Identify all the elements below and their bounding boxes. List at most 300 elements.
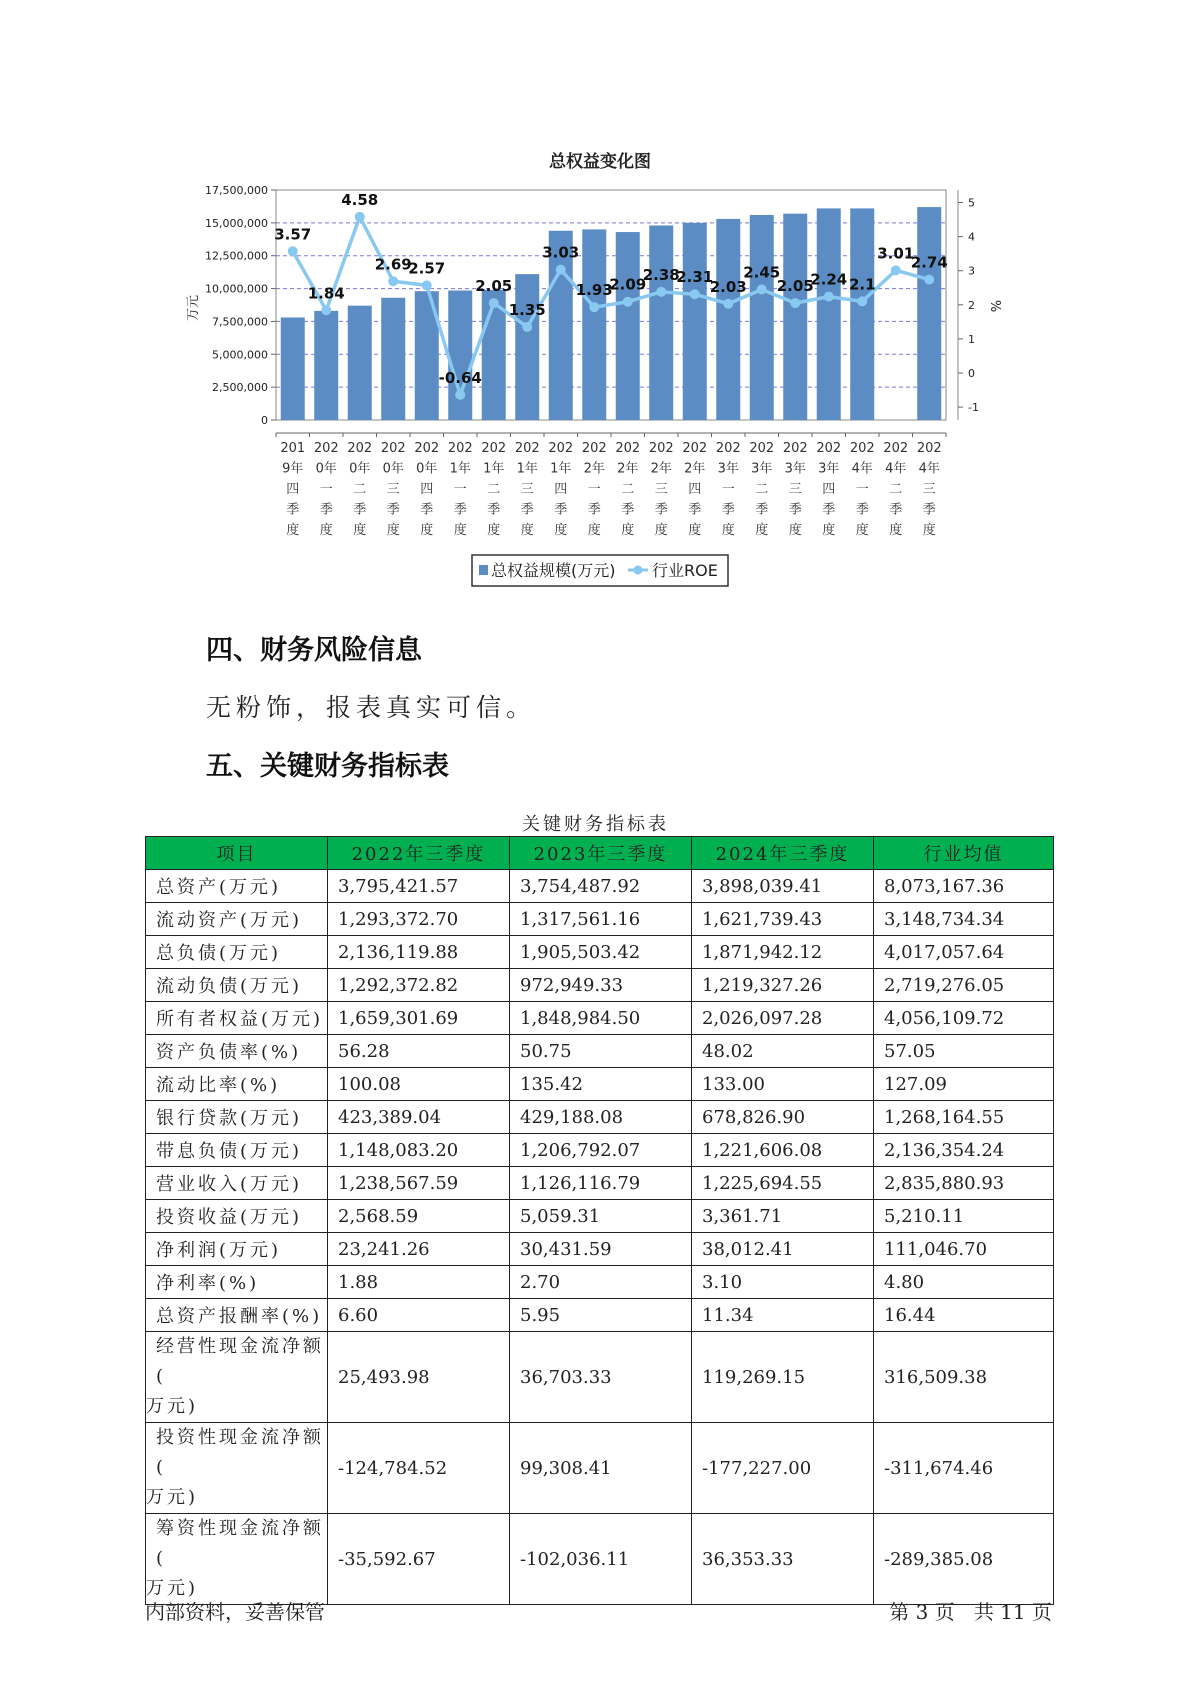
row-label: 流动比率(%) [146, 1068, 328, 1101]
roe-point [824, 292, 834, 302]
chart-title: 总权益变化图 [549, 152, 651, 172]
category-label: 3年 [717, 461, 739, 477]
category-label: 202 [648, 441, 674, 456]
equity-bar [582, 229, 606, 420]
row-value: 1,871,942.12 [692, 936, 874, 969]
row-label: 营业收入(万元) [146, 1167, 328, 1200]
row-value: 3.10 [692, 1266, 874, 1299]
category-label: 季 [922, 502, 936, 518]
roe-point [422, 280, 432, 290]
category-label: 四 [554, 482, 568, 497]
row-value: 38,012.41 [692, 1233, 874, 1266]
roe-data-label: 1.93 [575, 281, 613, 300]
row-label: 总负债(万元) [146, 936, 328, 969]
row-value: 429,188.08 [510, 1101, 692, 1134]
category-label: 季 [420, 502, 434, 518]
row-value: 3,148,734.34 [874, 903, 1054, 936]
row-value: 23,241.26 [328, 1233, 510, 1266]
row-value: 1,292,372.82 [328, 969, 510, 1002]
row-value: 6.60 [328, 1299, 510, 1332]
row-value: 1,148,083.20 [328, 1134, 510, 1167]
table-row [146, 1266, 1054, 1299]
table-row [146, 1134, 1054, 1167]
category-label: 度 [286, 523, 300, 538]
category-label: 季 [386, 502, 400, 518]
equity-bar [515, 274, 539, 420]
row-value: 2.70 [510, 1266, 692, 1299]
row-label: 流动资产(万元) [146, 903, 328, 936]
category-label: 季 [520, 502, 534, 518]
row-value: 1,268,164.55 [874, 1101, 1054, 1134]
category-label: 202 [883, 441, 909, 456]
row-label [146, 1423, 328, 1514]
equity-bar [448, 291, 472, 420]
right-tick-label: 3 [968, 264, 975, 278]
row-value: -35,592.67 [328, 1514, 510, 1605]
left-tick-label: 2,500,000 [212, 381, 268, 395]
header-2023q3: 2023年三季度 [510, 837, 692, 870]
row-label: 流动负债(万元) [146, 969, 328, 1002]
row-value: 1,905,503.42 [510, 936, 692, 969]
roe-point [623, 297, 633, 307]
key-financial-table [145, 836, 1054, 1605]
category-label: 季 [453, 502, 467, 518]
roe-point [388, 276, 398, 286]
category-label: 4年 [918, 461, 940, 477]
category-label: 0年 [349, 461, 371, 477]
equity-bar [783, 214, 807, 420]
table-row [146, 870, 1054, 903]
category-label: 度 [554, 523, 568, 538]
left-tick-label: 10,000,000 [205, 282, 268, 296]
row-value: 1,206,792.07 [510, 1134, 692, 1167]
row-value: 1,219,327.26 [692, 969, 874, 1002]
row-value: 1,848,984.50 [510, 1002, 692, 1035]
row-value: 99,308.41 [510, 1423, 692, 1514]
category-label: 202 [380, 441, 406, 456]
row-value: 2,568.59 [328, 1200, 510, 1233]
roe-data-label: 3.03 [542, 243, 580, 262]
category-label: 202 [715, 441, 741, 456]
roe-point [723, 299, 733, 309]
category-label: 度 [654, 523, 668, 538]
roe-data-label: 3.57 [274, 225, 312, 244]
row-label: 资产负债率(%) [146, 1035, 328, 1068]
table-row [146, 1299, 1054, 1332]
table-header-row [146, 837, 1054, 870]
category-label: 3年 [818, 461, 840, 477]
category-label: 202 [916, 441, 942, 456]
row-value: 1.88 [328, 1266, 510, 1299]
table-row [146, 936, 1054, 969]
left-tick-label: 5,000,000 [212, 348, 268, 362]
category-label: 1年 [550, 461, 572, 477]
left-tick-label: 0 [261, 414, 268, 427]
row-value: 1,293,372.70 [328, 903, 510, 936]
category-label: 0年 [416, 461, 438, 477]
right-tick-label: 1 [968, 332, 975, 346]
row-value: 4,017,057.64 [874, 936, 1054, 969]
row-value: 3,754,487.92 [510, 870, 692, 903]
category-label: 季 [855, 502, 869, 518]
category-label: 季 [788, 502, 802, 518]
roe-point [857, 296, 867, 306]
table-row [146, 1002, 1054, 1035]
category-label: 季 [554, 502, 568, 518]
left-tick-label: 7,500,000 [212, 315, 268, 329]
row-value: 111,046.70 [874, 1233, 1054, 1266]
category-label: 9年 [282, 461, 304, 477]
roe-point [757, 284, 767, 294]
table-row [146, 1035, 1054, 1068]
category-label: 度 [420, 523, 434, 538]
table-row [146, 1332, 1054, 1423]
category-label: 度 [889, 523, 903, 538]
category-label: 二 [487, 482, 501, 497]
row-label: 所有者权益(万元) [146, 1002, 328, 1035]
category-label: 度 [587, 523, 601, 538]
category-label: 度 [855, 523, 869, 538]
equity-bar [381, 298, 405, 420]
legend-bar-label: 总权益规模(万元) [491, 561, 616, 580]
row-value: 133.00 [692, 1068, 874, 1101]
row-value: 4,056,109.72 [874, 1002, 1054, 1035]
roe-data-label: 2.05 [475, 277, 513, 296]
category-label: 度 [353, 523, 367, 538]
category-label: 度 [922, 523, 936, 538]
row-value: -289,385.08 [874, 1514, 1054, 1605]
row-value: -102,036.11 [510, 1514, 692, 1605]
roe-data-label: 2.57 [408, 259, 446, 278]
row-value: 127.09 [874, 1068, 1054, 1101]
row-label-line2: 万元) [146, 1396, 199, 1417]
row-value: 16.44 [874, 1299, 1054, 1332]
row-value: 119,269.15 [692, 1332, 874, 1423]
category-label: 202 [849, 441, 875, 456]
row-label: 投资收益(万元) [146, 1200, 328, 1233]
row-value: 135.42 [510, 1068, 692, 1101]
category-label: 度 [721, 523, 735, 538]
row-value: 1,317,561.16 [510, 903, 692, 936]
row-label-line2: 万元) [146, 1578, 199, 1599]
category-label: 季 [487, 502, 501, 518]
roe-point [556, 265, 566, 275]
row-value: 25,493.98 [328, 1332, 510, 1423]
category-label: 三 [788, 482, 802, 497]
table-row [146, 969, 1054, 1002]
category-label: 季 [822, 502, 836, 518]
category-label: 三 [386, 482, 400, 497]
row-label: 净利率(%) [146, 1266, 328, 1299]
row-value: 48.02 [692, 1035, 874, 1068]
row-label-line1: 筹资性现金流净额( [156, 1518, 324, 1569]
table-row [146, 1514, 1054, 1605]
row-value: 2,136,119.88 [328, 936, 510, 969]
roe-point [790, 298, 800, 308]
left-tick-label: 17,500,000 [205, 184, 268, 197]
category-label: 季 [755, 502, 769, 518]
category-label: 202 [615, 441, 641, 456]
equity-bar [716, 219, 740, 420]
header-item: 项目 [146, 837, 328, 870]
category-label: 202 [548, 441, 574, 456]
table-caption: 关键财务指标表 [522, 814, 669, 835]
equity-bar [616, 232, 640, 420]
category-label: 202 [414, 441, 440, 456]
row-value: 50.75 [510, 1035, 692, 1068]
row-label-line1: 投资性现金流净额( [156, 1427, 324, 1478]
equity-bar [917, 207, 941, 420]
row-value: 30,431.59 [510, 1233, 692, 1266]
category-label: 度 [822, 523, 836, 538]
category-label: 度 [755, 523, 769, 538]
roe-data-label: 3.01 [877, 244, 915, 263]
equity-bar [850, 208, 874, 420]
row-value: 56.28 [328, 1035, 510, 1068]
roe-point [355, 212, 365, 222]
row-value: 5,210.11 [874, 1200, 1054, 1233]
category-label: 二 [353, 482, 367, 497]
category-label: 三 [520, 482, 534, 497]
row-value: 1,621,739.43 [692, 903, 874, 936]
table-row [146, 1068, 1054, 1101]
category-label: 季 [654, 502, 668, 518]
row-value: 2,719,276.05 [874, 969, 1054, 1002]
category-label: 二 [755, 482, 769, 497]
x-axis-labels [280, 441, 941, 538]
right-tick-label: 2 [968, 298, 975, 312]
category-label: 一 [319, 482, 333, 497]
roe-data-label: 2.24 [810, 270, 848, 289]
roe-data-label: 2.05 [776, 277, 814, 296]
category-label: 度 [688, 523, 702, 538]
category-label: 二 [889, 482, 903, 497]
roe-point [522, 322, 532, 332]
chart-legend [472, 555, 728, 586]
row-value: 57.05 [874, 1035, 1054, 1068]
header-2024q3: 2024年三季度 [692, 837, 874, 870]
category-label: 三 [654, 482, 668, 497]
footer-confidential: 内部资料，妥善保管 [145, 1600, 325, 1624]
row-value: 11.34 [692, 1299, 874, 1332]
equity-bar [750, 215, 774, 420]
equity-bar [348, 306, 372, 420]
row-value: 3,361.71 [692, 1200, 874, 1233]
right-tick-label: 4 [968, 230, 975, 244]
roe-point [489, 298, 499, 308]
category-label: 1年 [483, 461, 505, 477]
section4-heading: 四、财务风险信息 [206, 635, 422, 666]
category-label: 度 [788, 523, 802, 538]
category-label: 202 [447, 441, 473, 456]
roe-data-label: 2.03 [709, 277, 747, 296]
category-label: 201 [280, 441, 306, 456]
row-value: 1,659,301.69 [328, 1002, 510, 1035]
category-label: 202 [749, 441, 775, 456]
category-label: 季 [889, 502, 903, 518]
row-label: 净利润(万元) [146, 1233, 328, 1266]
category-label: 2年 [684, 461, 706, 477]
row-value: -177,227.00 [692, 1423, 874, 1514]
equity-bar [683, 223, 707, 420]
category-label: 度 [453, 523, 467, 538]
table-row [146, 1101, 1054, 1134]
legend-line-label: 行业ROE [652, 561, 718, 580]
roe-data-label: 2.38 [642, 265, 680, 284]
row-value: 100.08 [328, 1068, 510, 1101]
category-label: 度 [386, 523, 400, 538]
category-label: 季 [621, 502, 635, 518]
equity-bar [281, 317, 305, 420]
row-value: -311,674.46 [874, 1423, 1054, 1514]
roe-data-label: 1.35 [508, 300, 546, 319]
footer-page-number: 第 3 页 共 11 页 [889, 1600, 1052, 1624]
row-label-line1: 经营性现金流净额( [156, 1336, 324, 1387]
equity-bar [817, 208, 841, 420]
table-row [146, 1200, 1054, 1233]
row-value: 2,026,097.28 [692, 1002, 874, 1035]
right-tick-label: 5 [968, 196, 975, 210]
category-label: 季 [286, 502, 300, 518]
table-row [146, 1423, 1054, 1514]
roe-point [690, 289, 700, 299]
category-label: 四 [420, 482, 434, 497]
category-label: 202 [581, 441, 607, 456]
row-value: 2,835,880.93 [874, 1167, 1054, 1200]
category-label: 1年 [516, 461, 538, 477]
category-label: 3年 [784, 461, 806, 477]
category-label: 季 [688, 502, 702, 518]
category-label: 四 [822, 482, 836, 497]
category-label: 度 [319, 523, 333, 538]
roe-point [288, 246, 298, 256]
roe-data-label: 2.74 [910, 253, 948, 272]
category-label: 202 [347, 441, 373, 456]
category-label: 一 [587, 482, 601, 497]
category-label: 3年 [751, 461, 773, 477]
category-label: 202 [313, 441, 339, 456]
right-tick-label: 0 [968, 367, 975, 380]
category-label: 4年 [885, 461, 907, 477]
roe-point [589, 302, 599, 312]
category-label: 4年 [851, 461, 873, 477]
category-label: 202 [682, 441, 708, 456]
row-value: 4.80 [874, 1266, 1054, 1299]
category-label: 202 [481, 441, 507, 456]
section5-heading: 五、关键财务指标表 [206, 751, 449, 782]
legend-line-swatch [634, 566, 643, 575]
row-value: 316,509.38 [874, 1332, 1054, 1423]
category-label: 一 [855, 482, 869, 497]
equity-bar [314, 311, 338, 420]
category-label: 四 [688, 482, 702, 497]
roe-data-label: -0.64 [438, 368, 482, 387]
category-label: 202 [782, 441, 808, 456]
row-label [146, 1514, 328, 1605]
left-tick-label: 12,500,000 [205, 249, 268, 263]
category-label: 0年 [382, 461, 404, 477]
row-label-line2: 万元) [146, 1487, 199, 1508]
row-value: 1,126,116.79 [510, 1167, 692, 1200]
right-axis-label: % [987, 299, 1002, 313]
category-label: 0年 [315, 461, 337, 477]
header-2022q3: 2022年三季度 [328, 837, 510, 870]
category-label: 四 [286, 482, 300, 497]
category-label: 一 [453, 482, 467, 497]
roe-data-label: 4.58 [341, 190, 379, 209]
category-label: 2年 [650, 461, 672, 477]
category-label: 一 [721, 482, 735, 497]
row-value: 972,949.33 [510, 969, 692, 1002]
row-value: 36,353.33 [692, 1514, 874, 1605]
category-label: 二 [621, 482, 635, 497]
row-value: 5,059.31 [510, 1200, 692, 1233]
row-label: 总资产报酬率(%) [146, 1299, 328, 1332]
category-label: 季 [721, 502, 735, 518]
category-label: 202 [816, 441, 842, 456]
category-label: 度 [520, 523, 534, 538]
section4-text: 无粉饰，报表真实可信。 [206, 693, 537, 722]
category-label: 度 [487, 523, 501, 538]
row-label: 银行贷款(万元) [146, 1101, 328, 1134]
roe-point [656, 287, 666, 297]
category-label: 1年 [449, 461, 471, 477]
roe-point [321, 305, 331, 315]
roe-data-label: 2.1 [848, 275, 876, 294]
roe-data-label: 1.84 [307, 284, 345, 303]
table-row [146, 903, 1054, 936]
category-label: 季 [353, 502, 367, 518]
right-tick-label: -1 [968, 401, 979, 415]
legend-bar-swatch [479, 565, 488, 575]
row-value: 423,389.04 [328, 1101, 510, 1134]
category-label: 2年 [617, 461, 639, 477]
left-tick-label: 15,000,000 [205, 216, 268, 230]
row-value: 678,826.90 [692, 1101, 874, 1134]
roe-data-label: 2.69 [374, 255, 412, 274]
row-label [146, 1332, 328, 1423]
row-value: 36,703.33 [510, 1332, 692, 1423]
row-value: 3,898,039.41 [692, 870, 874, 903]
row-value: 1,225,694.55 [692, 1167, 874, 1200]
row-value: 2,136,354.24 [874, 1134, 1054, 1167]
roe-point [924, 275, 934, 285]
row-value: 8,073,167.36 [874, 870, 1054, 903]
left-axis-label: 万元 [186, 294, 201, 322]
roe-data-label: 2.45 [743, 263, 781, 282]
equity-change-chart [0, 0, 1191, 600]
row-value: 1,238,567.59 [328, 1167, 510, 1200]
roe-data-label: 2.09 [609, 275, 647, 294]
roe-point [891, 265, 901, 275]
table-row [146, 1167, 1054, 1200]
category-label: 202 [514, 441, 540, 456]
row-value: 5.95 [510, 1299, 692, 1332]
category-label: 2年 [583, 461, 605, 477]
row-label: 总资产(万元) [146, 870, 328, 903]
equity-bar [649, 225, 673, 420]
category-label: 季 [319, 502, 333, 518]
table-row [146, 1233, 1054, 1266]
header-industry-avg: 行业均值 [874, 837, 1054, 870]
roe-point [455, 390, 465, 400]
row-value: -124,784.52 [328, 1423, 510, 1514]
row-value: 1,221,606.08 [692, 1134, 874, 1167]
row-label: 带息负债(万元) [146, 1134, 328, 1167]
category-label: 度 [621, 523, 635, 538]
category-label: 三 [922, 482, 936, 497]
row-value: 3,795,421.57 [328, 870, 510, 903]
